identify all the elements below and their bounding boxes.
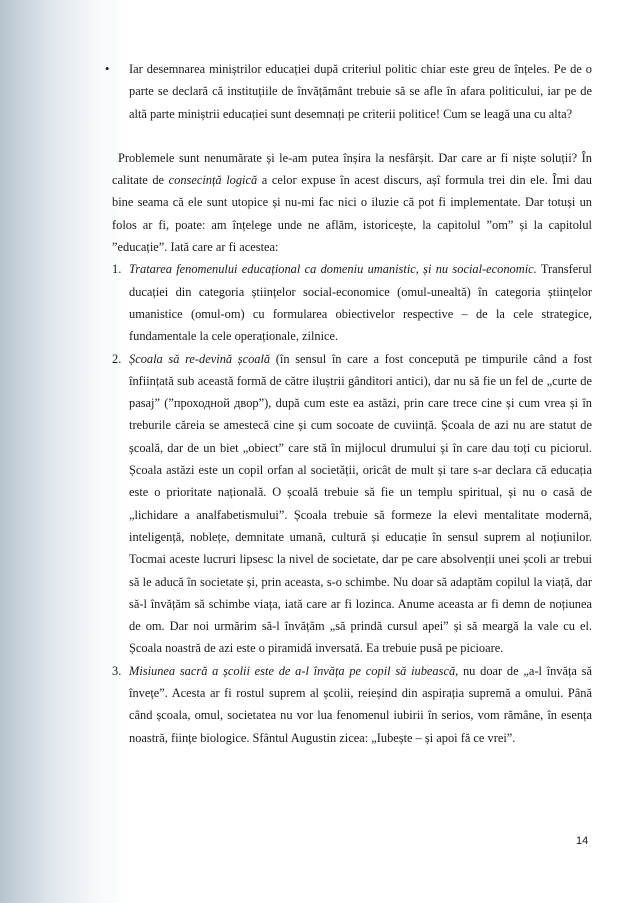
intro-paragraph: Problemele sunt nenumărate și le-am putea înșira la nesfârșit. Dar care ar fi niște soluții? În calitate de consecință logică a celor expuse în acest discurs, așî formula trei din ele. Îmi dau bine seama că ele sunt utopice și nu-mi fac nici o iluzie că pot fi implementate. Dar totuși un folos ar fi, poate: am înțelege unde ne aflăm, istoricește, la capitolul ”om” și la capitolul ”educație”. Iată care ar fi acestea:: [112, 150, 592, 255]
bullet-icon: •: [105, 62, 110, 76]
item-text: (în sensul în care a fost concepută pe timpurile când a fost înființată sub această formă de către iluștrii gânditori antici), dar nu să fie un fel de „curte de pasaj” (”проходной двор”), după cum este ea astăzi, prin care trece cine și cum vrea și în treburile căreia se amestecă cine și cum socoate de cuviință. Școala de azi nu are statut de școală, dar de un biet „obiect” care stă în mijlocul drumului și în care dau toți cu piciorul. Școala astăzi este un copil orfan al societății, oricât de mult și tare s-ar declara că educația este o prioritate națională. O școală trebuie să fie un templu spiritual, și nu o casă de „lichidare a analfabetismului”. Școala trebuie să formeze la elevi mentalitate modernă, inteligență, noblețe, demnitate umană, cultură și educație în sensul suprem al noțiunilor. Tocmai aceste lucruri lipsesc la nivel de societate, dar pe care absolvenții unei școli ar trebui să le aducă în societate și, prin aceasta, s-o schimbe. Nu doar să adaptăm copilul la viață, dar să-l învățăm să schimbe viața, iată care ar fi lozinca. Anume aceasta ar fi demn de noțiunea de om. Dar noi urmărim să-l învățăm „să prindă cursul apei” și să meargă la vale cu el. Școala noastră de azi este o piramidă inversată. Ea trebuie pusă pe picioare.: [129, 351, 592, 656]
numbered-item-3: [112, 660, 592, 749]
item-text: Transferul ducației din categoria științelor social-economice (omul-unealtă) în categoria științelor umanistice (omul-om) cu formularea obiectivelor respective – de la cele strategice, fundamentale la cele operaționale, zilnice.: [129, 262, 592, 344]
bullet-text: Iar desemnarea miniștrilor educației după criteriul politic chiar este greu de înțeles. Pe de o parte se declară că instituțiile de învățământ trebuie să se afle în afara politicului, iar pe de altă parte miniștrii educației sunt desemnați pe criterii politice! Cum se leagă una cu alta?: [129, 62, 592, 121]
item-number: 2.: [112, 351, 122, 366]
item-title: Misiunea sacră a școlii este de a-l învăța pe copil să iubească,: [129, 663, 459, 678]
item-number: 3.: [112, 663, 122, 678]
item-title: Școala să re-devină școală: [129, 351, 271, 366]
item-text: nu doar de „a-l învăța să învețe”. Acesta ar fi rostul suprem al școlii, reieșind din aspirația supremă a omului. Până când școala, omul, societatea nu vor lua fenomenul iubirii în serios, vom rămâne, în esența noastră, ființe biologice. Sfântul Augustin zicea: „Iubește – și apoi fă ce vrei”.: [129, 663, 592, 745]
page-number: 14: [576, 835, 589, 847]
emphasis: consecință logică: [168, 173, 258, 188]
item-title: Tratarea fenomenului educațional ca domeniu umanistic, și nu social-economic.: [129, 262, 537, 277]
paragraph-gap: [112, 125, 592, 147]
text-body: [105, 58, 592, 749]
item-number: 1.: [112, 262, 122, 277]
numbered-item-1: [112, 258, 592, 347]
bullet-item: [105, 58, 592, 125]
numbered-item-2: [112, 348, 592, 660]
